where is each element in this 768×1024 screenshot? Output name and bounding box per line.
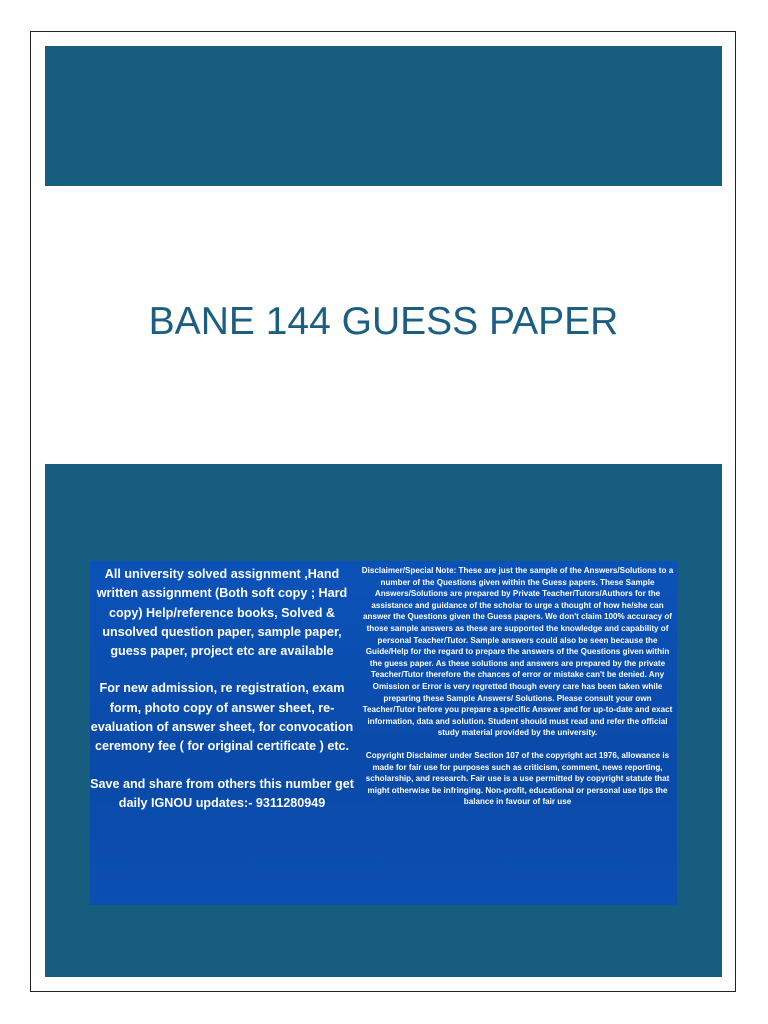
promo-services-text: All university solved assignment ,Hand written assignment (Both soft copy ; Hard copy) Help/reference books, Solved & unsolved question paper, sample paper, guess paper, project etc are available: [96, 567, 348, 659]
disclaimer-column: [360, 565, 675, 819]
promo-contact-text: Save and share from others this number get daily IGNOU updates:- 9311280949: [90, 776, 354, 810]
document-title: BANE 144 GUESS PAPER: [148, 300, 619, 343]
promo-column: [90, 565, 354, 831]
info-card: [90, 561, 677, 905]
disclaimer-special-note: Disclaimer/Special Note: These are just the sample of the Answers/Solutions to a number of the Questions given within the Guess papers. These Sample Answers/Solutions are prepared by Private Teacher/Tutors/Authors for the assistance and guidance of the scholar to urge a thought of how he/she can answer the Questions given the Guess papers. We don't claim 100% accuracy of those sample answers as these are supported the knowledge and capability of personal Teacher/Tutor. Sample answers could also be seen because the Guide/Help for the regard to prepare the answers of the Questions given within the guess paper. As these solutions and answers are prepared by the private Teacher/Tutor therefore the chances of error or mistake can't be denied. Any Omission or Error is very regretted though every care has been taken while preparing these Sample Answers/ Solutions. Please consult your own Teacher/Tutor before you prepare a specific Answer and for up-to-date and exact information, data and solution. Student should must read and refer the official study material provided by the university.: [361, 566, 674, 738]
promo-admissions-text: For new admission, re registration, exam form, photo copy of answer sheet, re-evaluation of answer sheet, for convocation ceremony fee ( for original certificate ) etc.: [90, 681, 354, 754]
top-banner: [45, 46, 722, 186]
copyright-disclaimer: Copyright Disclaimer under Section 107 of the copyright act 1976, allowance is made for fair use for purposes such as criticism, comment, news reporting, scholarship, and research. Fair use is a use permitted by copyright statute that might otherwise be infringing. Non-profit, educational or personal use tips the balance in favour of fair use: [365, 750, 670, 807]
